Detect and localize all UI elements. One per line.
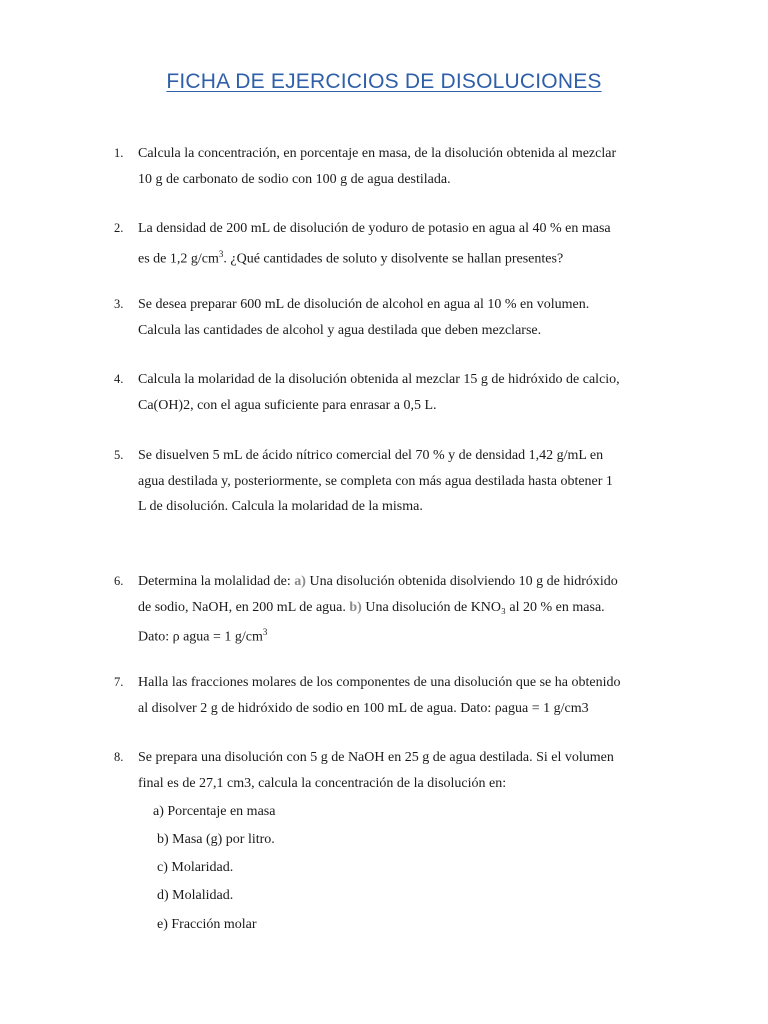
- exercise-line: Se disuelven 5 mL de ácido nítrico comercial del 70 % y de densidad 1,42 g/mL en: [138, 448, 604, 463]
- exercise-line: Calcula la concentración, en porcentaje en masa, de la disolución obtenida al mezclar: [138, 146, 617, 161]
- exercise-line: Se desea preparar 600 mL de disolución de alcohol en agua al 10 % en volumen.: [138, 297, 590, 312]
- exercise-line: Se prepara una disolución con 5 g de NaOH en 25 g de agua destilada. Si el volumen: [138, 750, 614, 765]
- exercise-number: 4.: [114, 372, 124, 386]
- superscript: 3: [262, 627, 268, 637]
- text-fragment: Una disolución obtenida disolviendo 10 g de hidróxido: [305, 574, 618, 589]
- item-marker-a: a): [294, 574, 306, 589]
- exercise-line: L de disolución. Calcula la molaridad de la misma.: [138, 499, 423, 514]
- page-title: FICHA DE EJERCICIOS DE DISOLUCIONES: [166, 70, 602, 93]
- exercise-number: 5.: [114, 448, 124, 462]
- exercise-line: [138, 242, 698, 272]
- exercise-text: [138, 443, 698, 520]
- text-fragment: es de 1,2 g/cm: [138, 251, 219, 267]
- text-fragment: Una disolución de KNO₃ al 20 % en masa.: [361, 599, 605, 615]
- exercise-text: [138, 141, 698, 192]
- option-b: b) Masa (g) por litro.: [157, 832, 275, 847]
- exercise-line: al disolver 2 g de hidróxido de sodio en 100 mL de agua. Dato: ρagua = 1 g/cm3: [138, 700, 589, 716]
- exercise-line: Calcula la molaridad de la disolución obtenida al mezclar 15 g de hidróxido de calcio,: [138, 372, 620, 387]
- exercise-line: agua destilada y, posteriormente, se completa con más agua destilada hasta obtener 1: [138, 473, 613, 489]
- option-d: d) Molalidad.: [157, 888, 234, 903]
- exercise-number: 3.: [114, 297, 124, 311]
- superscript: 3: [218, 248, 224, 259]
- exercise-text: [138, 569, 698, 650]
- exercise-line: La densidad de 200 mL de disolución de yoduro de potasio en agua al 40 % en masa: [138, 221, 611, 236]
- exercise-text: [138, 367, 698, 418]
- exercise-text: [138, 216, 698, 272]
- exercise-number: 2.: [114, 221, 124, 235]
- exercise-line: Halla las fracciones molares de los componentes de una disolución que se ha obtenido: [138, 675, 621, 690]
- exercise-line: Calcula las cantidades de alcohol y agua destilada que deben mezclarse.: [138, 322, 542, 338]
- item-marker-b: b): [349, 599, 362, 615]
- exercise-line: [138, 569, 698, 595]
- option-e: e) Fracción molar: [157, 917, 257, 932]
- exercise-line: [138, 620, 698, 650]
- text-fragment: Dato: ρ agua = 1 g/cm: [138, 629, 263, 645]
- exercise-line: Ca(OH)2, con el agua suficiente para enrasar a 0,5 L.: [138, 397, 437, 413]
- option-c: c) Molaridad.: [157, 860, 234, 875]
- exercise-number: 8.: [114, 750, 124, 764]
- exercise-line: [138, 595, 698, 621]
- exercise-line: 10 g de carbonato de sodio con 100 g de agua destilada.: [138, 171, 451, 187]
- text-fragment: de sodio, NaOH, en 200 mL de agua.: [138, 599, 350, 615]
- text-fragment: Determina la molalidad de:: [138, 574, 295, 589]
- exercise-text: [138, 292, 698, 343]
- option-a: a) Porcentaje en masa: [153, 804, 276, 819]
- exercise-number: 1.: [114, 146, 124, 160]
- exercise-text: [138, 670, 698, 721]
- exercise-number: 7.: [114, 675, 124, 689]
- exercise-text: [138, 745, 698, 796]
- text-fragment: . ¿Qué cantidades de soluto y disolvente se hallan presentes?: [223, 251, 564, 267]
- exercise-number: 6.: [114, 574, 124, 588]
- exercise-line: final es de 27,1 cm3, calcula la concentración de la disolución en:: [138, 775, 507, 791]
